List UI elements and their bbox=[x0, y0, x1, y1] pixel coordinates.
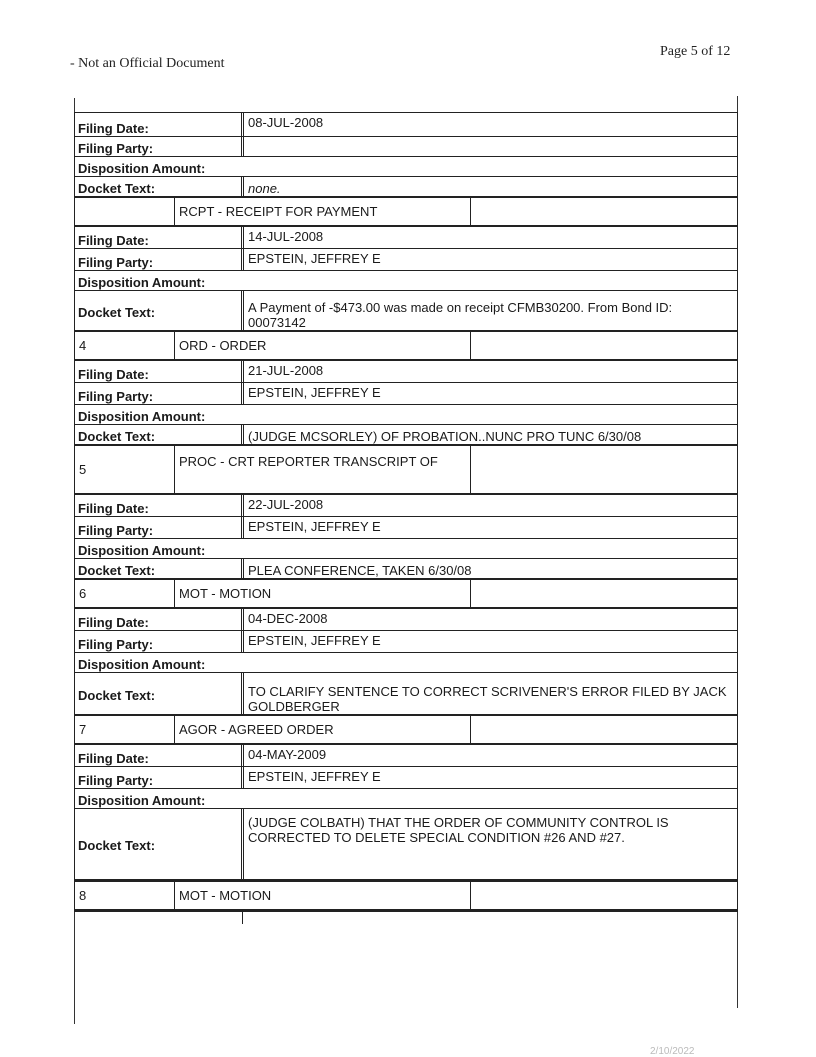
filing-date-value: 08-JUL-2008 bbox=[241, 113, 737, 136]
table-row-docket-text bbox=[74, 558, 738, 578]
disposition-amount-value bbox=[245, 405, 737, 424]
docket-text-label: Docket Text: bbox=[78, 687, 156, 703]
disposition-amount-label: Disposition Amount: bbox=[78, 409, 206, 424]
event-code: MOT - MOTION bbox=[175, 882, 471, 909]
docket-text-value: (JUDGE MCSORLEY) OF PROBATION..NUNC PRO TUNC 6/30/08 bbox=[241, 425, 737, 444]
table-row-filing-date bbox=[74, 608, 738, 630]
filing-party-label: Filing Party: bbox=[78, 637, 154, 652]
table-row-docket-text bbox=[74, 672, 738, 714]
disposition-amount-label: Disposition Amount: bbox=[78, 793, 206, 808]
table-row-filing-date bbox=[74, 744, 738, 766]
disposition-amount-label: Disposition Amount: bbox=[78, 657, 206, 672]
table-row-filing-party bbox=[74, 516, 738, 538]
table-row-disposition-amount bbox=[74, 652, 738, 672]
table-row-filing-date bbox=[74, 226, 738, 248]
docket-text-label: Docket Text: bbox=[78, 429, 156, 444]
event-row bbox=[74, 444, 738, 494]
docket-text-label: Docket Text: bbox=[78, 181, 156, 196]
filing-date-value: 21-JUL-2008 bbox=[241, 361, 737, 382]
filing-date-label: Filing Date: bbox=[78, 615, 149, 630]
filing-date-label: Filing Date: bbox=[78, 751, 149, 766]
event-number: 4 bbox=[75, 332, 175, 359]
docket-text-label: Docket Text: bbox=[78, 304, 156, 320]
event-number: 6 bbox=[75, 580, 175, 607]
filing-party-value: EPSTEIN, JEFFREY E bbox=[241, 383, 737, 404]
table-row-partial bbox=[74, 910, 738, 924]
event-number: 7 bbox=[75, 716, 175, 743]
filing-date-label: Filing Date: bbox=[78, 367, 149, 382]
column-divider bbox=[242, 912, 243, 924]
docket-text-value: (JUDGE COLBATH) THAT THE ORDER OF COMMUNITY CONTROL IS CORRECTED TO DELETE SPECIAL CONDITION #26 AND #27. bbox=[241, 809, 737, 879]
filing-party-label: Filing Party: bbox=[78, 389, 154, 404]
docket-text-value: A Payment of -$473.00 was made on receipt CFMB30200. From Bond ID: 00073142 bbox=[241, 291, 737, 330]
filing-party-value: EPSTEIN, JEFFREY E bbox=[241, 767, 737, 788]
event-row bbox=[74, 714, 738, 744]
filing-date-label: Filing Date: bbox=[78, 501, 149, 516]
table-row-filing-party bbox=[74, 248, 738, 270]
filing-party-value: EPSTEIN, JEFFREY E bbox=[241, 631, 737, 652]
filing-date-label: Filing Date: bbox=[78, 233, 149, 248]
table-row-filing-party bbox=[74, 630, 738, 652]
disposition-amount-label: Disposition Amount: bbox=[78, 543, 206, 558]
docket-table bbox=[74, 112, 738, 924]
disposition-amount-value bbox=[245, 789, 737, 808]
table-row-docket-text bbox=[74, 176, 738, 196]
table-row-disposition-amount bbox=[74, 156, 738, 176]
table-row-docket-text bbox=[74, 424, 738, 444]
filing-party-label: Filing Party: bbox=[78, 773, 154, 788]
disposition-amount-value bbox=[245, 157, 737, 176]
table-row-filing-date bbox=[74, 360, 738, 382]
filing-party-value bbox=[241, 137, 737, 156]
table-row-filing-party bbox=[74, 136, 738, 156]
watermark-text: - Not an Official Document bbox=[70, 56, 225, 71]
disposition-amount-value bbox=[245, 653, 737, 672]
filing-date-value: 04-DEC-2008 bbox=[241, 609, 737, 630]
table-row-disposition-amount bbox=[74, 270, 738, 290]
table-row-filing-date bbox=[74, 494, 738, 516]
filing-date-value: 14-JUL-2008 bbox=[241, 227, 737, 248]
event-code: MOT - MOTION bbox=[175, 580, 471, 607]
event-code: ORD - ORDER bbox=[175, 332, 471, 359]
table-row-disposition-amount bbox=[74, 788, 738, 808]
footer-stamp: 2/10/2022 bbox=[650, 1046, 695, 1057]
filing-party-value: EPSTEIN, JEFFREY E bbox=[241, 517, 737, 538]
docket-text-label: Docket Text: bbox=[78, 838, 156, 853]
table-row-filing-party bbox=[74, 766, 738, 788]
table-row-disposition-amount bbox=[74, 404, 738, 424]
event-number bbox=[75, 198, 175, 225]
docket-text-value: PLEA CONFERENCE, TAKEN 6/30/08 bbox=[241, 559, 737, 578]
event-row bbox=[74, 880, 738, 910]
table-row-filing-date bbox=[74, 112, 738, 136]
filing-party-label: Filing Party: bbox=[78, 255, 154, 270]
table-row-filing-party bbox=[74, 382, 738, 404]
filing-party-value: EPSTEIN, JEFFREY E bbox=[241, 249, 737, 270]
disposition-amount-label: Disposition Amount: bbox=[78, 161, 206, 176]
docket-text-value: TO CLARIFY SENTENCE TO CORRECT SCRIVENER'S ERROR FILED BY JACK GOLDBERGER bbox=[241, 673, 737, 714]
filing-date-value: 04-MAY-2009 bbox=[241, 745, 737, 766]
event-code: AGOR - AGREED ORDER bbox=[175, 716, 471, 743]
docket-text-label: Docket Text: bbox=[78, 563, 156, 578]
filing-party-label: Filing Party: bbox=[78, 523, 154, 538]
table-row-docket-text bbox=[74, 290, 738, 330]
event-row bbox=[74, 578, 738, 608]
event-code: RCPT - RECEIPT FOR PAYMENT bbox=[175, 198, 471, 225]
disposition-amount-value bbox=[245, 271, 737, 290]
table-row-disposition-amount bbox=[74, 538, 738, 558]
page-number: Page 5 of 12 bbox=[660, 44, 731, 59]
filing-party-label: Filing Party: bbox=[78, 141, 154, 156]
event-number: 5 bbox=[75, 446, 175, 493]
docket-text-value: none. bbox=[241, 177, 737, 196]
event-row bbox=[74, 196, 738, 226]
event-number: 8 bbox=[75, 882, 175, 909]
table-row-docket-text bbox=[74, 808, 738, 880]
event-code: PROC - CRT REPORTER TRANSCRIPT OF bbox=[175, 446, 471, 493]
filing-date-value: 22-JUL-2008 bbox=[241, 495, 737, 516]
event-row bbox=[74, 330, 738, 360]
disposition-amount-value bbox=[245, 539, 737, 558]
disposition-amount-label: Disposition Amount: bbox=[78, 275, 206, 290]
filing-date-label: Filing Date: bbox=[78, 121, 149, 136]
